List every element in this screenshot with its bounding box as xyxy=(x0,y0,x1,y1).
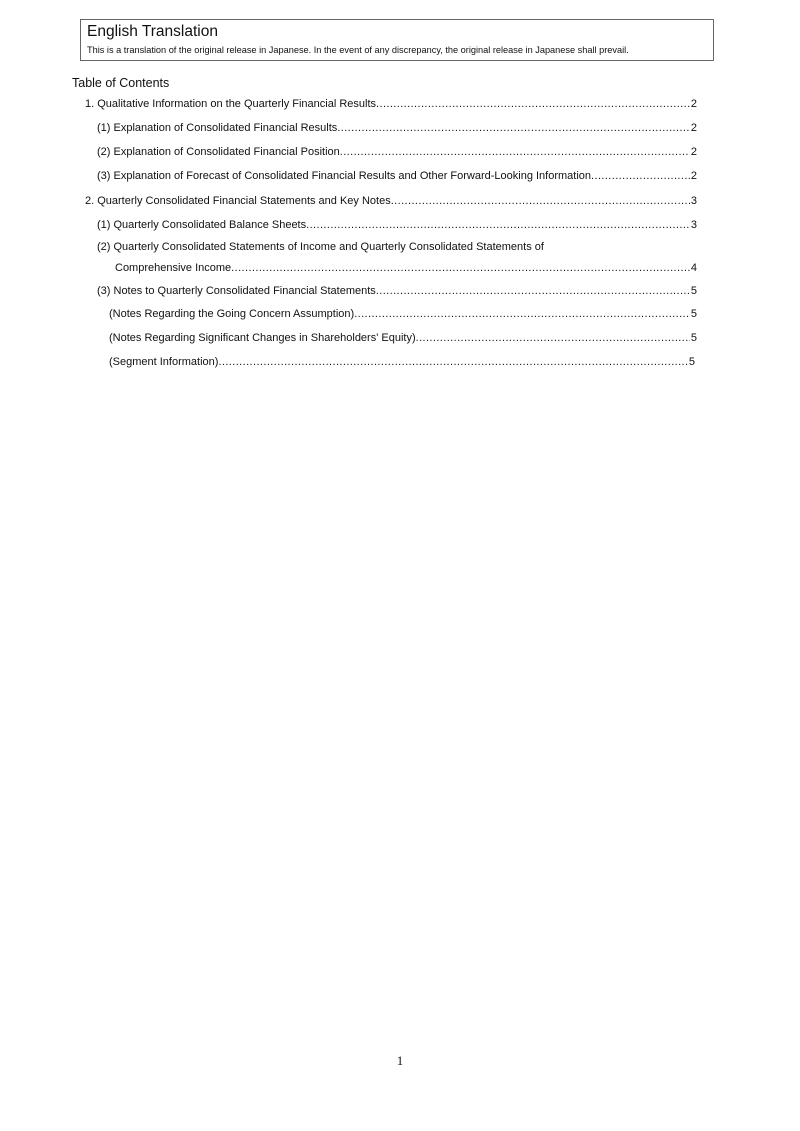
toc-entry-label: (1) Explanation of Consolidated Financial Results xyxy=(97,122,338,134)
toc-entry-page: 2 xyxy=(690,98,697,110)
toc-heading: Table of Contents xyxy=(72,76,170,90)
dot-leader xyxy=(376,284,690,298)
dot-leader xyxy=(306,218,690,232)
toc-entry-notes[interactable] xyxy=(97,284,697,298)
dot-leader xyxy=(354,307,690,321)
toc-entry-comprehensive-income[interactable] xyxy=(115,261,697,275)
toc-entry-going-concern[interactable] xyxy=(109,307,697,321)
toc-entry-label: Comprehensive Income xyxy=(115,262,232,274)
translation-notice-box xyxy=(80,19,714,61)
toc-entry-page: 5 xyxy=(690,285,697,297)
toc-entry-income-statements[interactable]: (2) Quarterly Consolidated Statements of Income and Quarterly Consolidated Statements of xyxy=(97,241,544,253)
toc-entry-label: (1) Quarterly Consolidated Balance Sheets xyxy=(97,219,307,231)
toc-entry-label: (Notes Regarding the Going Concern Assumption) xyxy=(109,308,355,320)
toc-entry-forecast[interactable] xyxy=(97,169,697,183)
dot-leader xyxy=(340,145,690,159)
dot-leader xyxy=(416,331,690,345)
toc-entry-page: 5 xyxy=(688,356,695,368)
dot-leader xyxy=(218,355,687,369)
toc-entry-page: 4 xyxy=(690,262,697,274)
toc-entry-section-1[interactable] xyxy=(85,97,697,111)
toc-entry-section-2[interactable] xyxy=(85,194,697,208)
notice-text: This is a translation of the original release in Japanese. In the event of any discrepancy, the original release in Japanese shall prevail. xyxy=(87,45,629,55)
toc-entry-page: 3 xyxy=(690,195,697,207)
toc-entry-page: 5 xyxy=(690,308,697,320)
dot-leader xyxy=(337,121,690,135)
toc-entry-label: (3) Explanation of Forecast of Consolidated Financial Results and Other Forward-Looking Information xyxy=(97,170,592,182)
toc-entry-label: (Notes Regarding Significant Changes in Shareholders' Equity) xyxy=(109,332,416,344)
notice-title: English Translation xyxy=(87,23,218,40)
toc-entry-label: (2) Explanation of Consolidated Financial Position xyxy=(97,146,340,158)
toc-entry-balance-sheets[interactable] xyxy=(97,218,697,232)
toc-entry-shareholders-equity[interactable] xyxy=(109,331,697,345)
dot-leader xyxy=(231,261,690,275)
toc-entry-segment-information[interactable] xyxy=(109,355,695,369)
toc-entry-page: 2 xyxy=(690,122,697,134)
dot-leader xyxy=(391,194,690,208)
toc-entry-label: (Segment Information) xyxy=(109,356,219,368)
toc-entry-label: 1. Qualitative Information on the Quarterly Financial Results xyxy=(85,98,377,110)
toc-entry-page: 3 xyxy=(690,219,697,231)
dot-leader xyxy=(376,97,690,111)
toc-entry-page: 2 xyxy=(690,170,697,182)
page-number: 1 xyxy=(396,1053,404,1068)
dot-leader xyxy=(591,169,690,183)
toc-entry-page: 5 xyxy=(690,332,697,344)
toc-entry-page: 2 xyxy=(690,146,697,158)
toc-entry-label: (3) Notes to Quarterly Consolidated Financial Statements xyxy=(97,285,376,297)
toc-entry-consolidated-results[interactable] xyxy=(97,121,697,135)
toc-entry-label: 2. Quarterly Consolidated Financial Statements and Key Notes xyxy=(85,195,391,207)
toc-entry-consolidated-position[interactable] xyxy=(97,145,697,159)
